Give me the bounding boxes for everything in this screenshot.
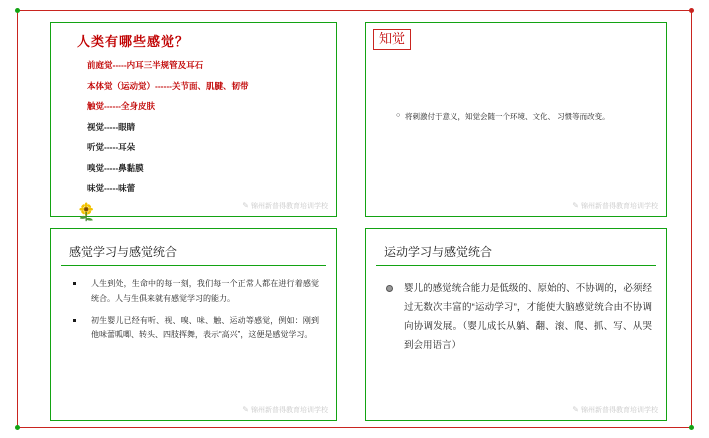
list-item: 本体觉（运动觉）------关节面、肌腱、韧带 (87, 80, 249, 91)
watermark-text: 锦州新普得教育培训学校 (251, 407, 328, 414)
list-item: 前庭觉-----内耳三半规管及耳石 (87, 60, 204, 70)
watermark-icon: ✎ (572, 201, 579, 210)
sunflower-icon (77, 201, 99, 223)
slide-4-divider (376, 265, 656, 266)
slide-1-title: 人类有哪些感觉？ (77, 34, 190, 49)
selection-handle-bottom-right[interactable] (689, 425, 694, 430)
selection-handle-bottom-left[interactable] (15, 425, 20, 430)
list-item-text: 人生到处，生命中的每一刻，我们每一个正常人都在进行着感觉统合。人与生俱来就有感觉学习的能力。 (91, 279, 319, 303)
watermark-icon: ✎ (572, 405, 579, 414)
slide-2-title: 知觉 (373, 29, 411, 50)
slide-4-title: 运动学习与感觉统合 (384, 245, 493, 259)
watermark (572, 201, 658, 211)
watermark (242, 201, 328, 211)
bullet-icon (73, 319, 76, 322)
watermark-text: 锦州新普得教育培训学校 (581, 407, 658, 414)
selection-handle-top-right[interactable] (689, 8, 694, 13)
bullet-icon (73, 282, 76, 285)
watermark (242, 405, 328, 415)
list-item (69, 314, 319, 344)
slide-3[interactable] (50, 228, 337, 421)
bullet-icon: ○ (396, 112, 401, 119)
slide-3-title: 感觉学习与感觉统合 (69, 245, 178, 259)
slide-2-body-text: 将刺激付于意义，知觉会随一个环境、文化、 习惯等而改变。 (405, 112, 610, 121)
list-item: 味觉-----味蕾 (87, 183, 136, 193)
slide-1[interactable] (50, 22, 337, 217)
watermark-icon: ✎ (242, 405, 249, 414)
slide-2-body (396, 111, 646, 122)
watermark-text: 锦州新普得教育培训学校 (251, 203, 328, 210)
slide-1-list (87, 59, 317, 203)
slide-4-body (384, 279, 652, 355)
slide-3-divider (61, 265, 326, 266)
selection-handle-top-left[interactable] (15, 8, 20, 13)
slide-3-body (69, 277, 319, 350)
list-item (69, 277, 319, 307)
watermark-text: 锦州新普得教育培训学校 (581, 203, 658, 210)
watermark (572, 405, 658, 415)
bullet-icon (386, 285, 393, 292)
list-item-text: 婴儿的感觉统合能力是低级的、原始的、不协调的，必须经过无数次丰富的“运动学习”，才能使大脑感觉统合由不协调向协调发展。（婴儿成长从躺、翻、滚、爬、抓、写、从哭到会用语言） (404, 283, 652, 351)
list-item: 嗅觉-----鼻黏膜 (87, 162, 144, 173)
slide-2[interactable] (365, 22, 667, 217)
list-item: 听觉-----耳朵 (87, 142, 136, 152)
slide-4[interactable] (365, 228, 667, 421)
list-item: 触觉------全身皮肤 (87, 101, 155, 111)
watermark-icon: ✎ (242, 201, 249, 210)
list-item-text: 初生婴儿已经有听、视、嗅、味、触、运动等感觉，例如：刚到他味蕾呱唧、转头、四肢挥舞，表示“高兴”，这便是感觉学习。 (91, 315, 319, 340)
list-item: 视觉-----眼睛 (87, 121, 136, 132)
list-item (384, 279, 652, 355)
